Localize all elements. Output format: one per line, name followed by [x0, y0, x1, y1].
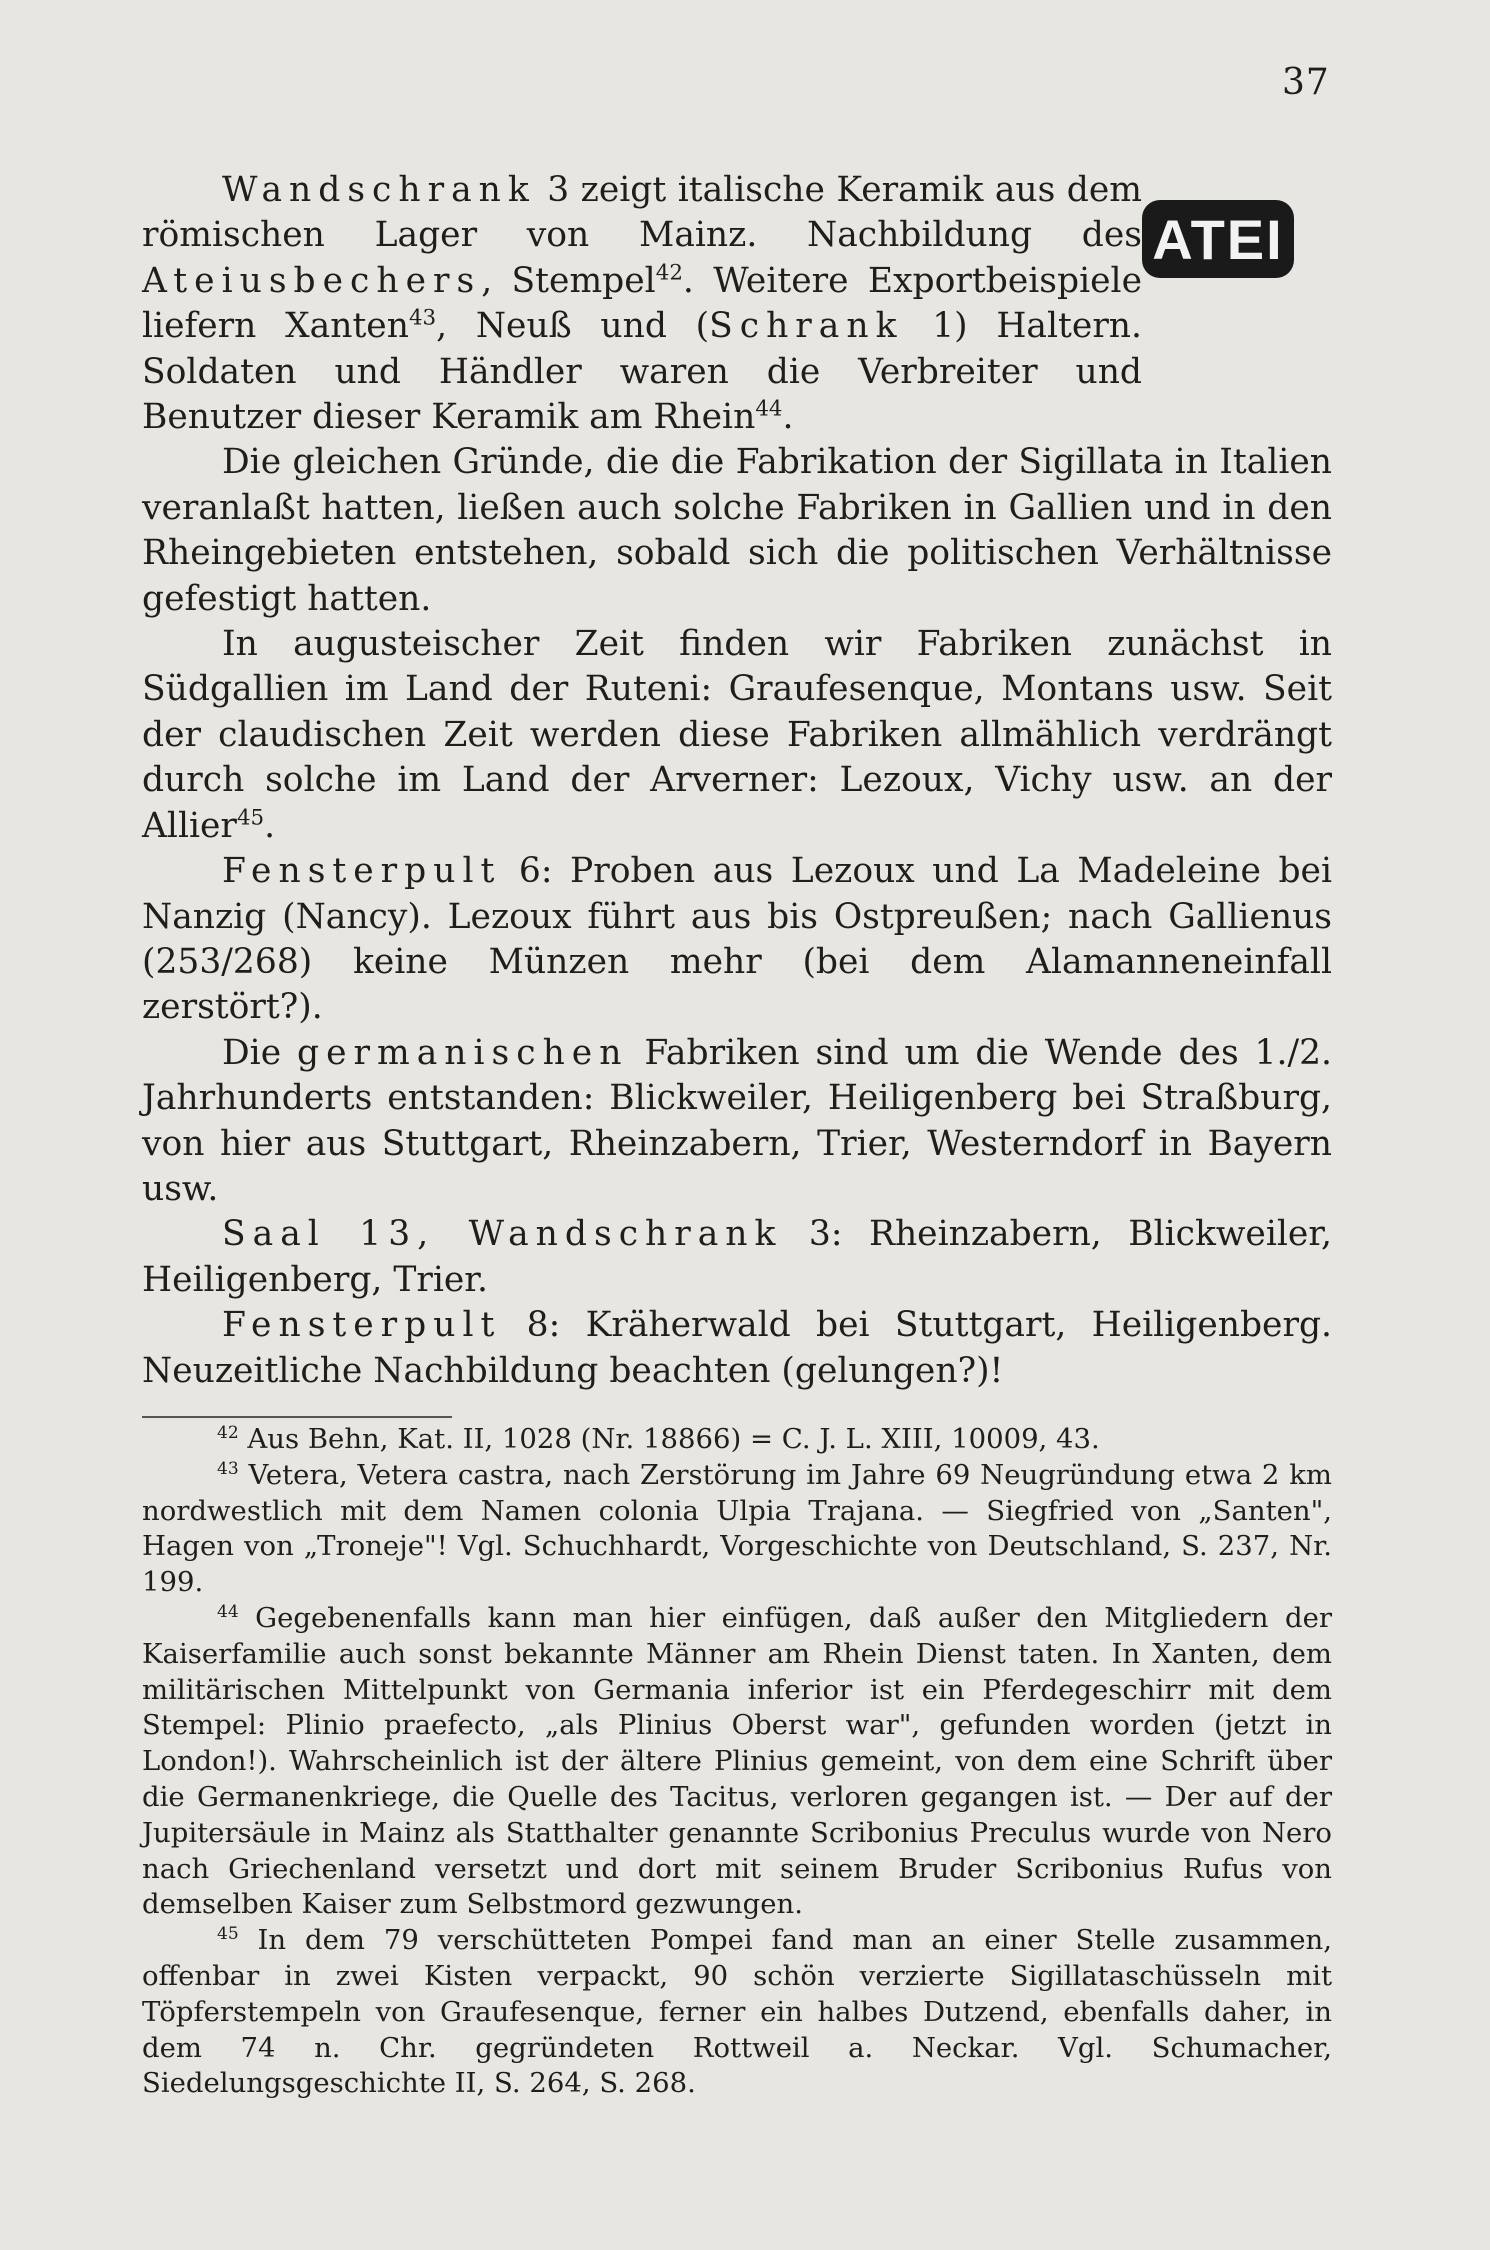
paragraph-gruende: Die gleichen Gründe, die die Fabrikation der Sigillata in Italien veranlaßt hatten, ließen auch solche Fabriken in Gallien und in den Rheingebieten entstehen, sobald sich die politischen Verhältnisse gefestigt hatten. [142, 442, 1332, 619]
footnote-ref-45: 45 [236, 805, 265, 831]
stamp-text: ATEI [1152, 207, 1284, 271]
page-number: 37 [1282, 62, 1330, 103]
emphasis-schrank: Schrank [709, 306, 904, 347]
footnote-text: In dem 79 verschütteten Pompei fand man an einer Stelle zusammen, offenbar in zwei Kisten verpackt, 90 schön verzierte Sigillataschüsseln mit Töpferstempeln von Graufesenque, ferner ein halbes Dutzend, ebenfalls daher, in dem 74 n. Chr. gegründeten Rottweil a. Neckar. Vgl. Schumacher, Siedelungsgeschichte II, S. 264, S. 268. [142, 1924, 1332, 2100]
emphasis-fensterpult: Fensterpult [222, 851, 502, 892]
footnote-43 [142, 1458, 1332, 1601]
emphasis-saal-wandschrank: Saal 13, Wandschrank [222, 1214, 783, 1255]
footnote-divider [142, 1416, 452, 1418]
text-run: . [782, 397, 794, 438]
main-text [142, 168, 1332, 1394]
paragraph-wandschrank [142, 168, 1332, 440]
footnote-ref-42: 42 [655, 260, 683, 286]
text-run: 3: Rheinzabern, Blickweiler, Heiligenberg, Trier. [142, 1214, 1333, 1300]
text-run: Fabriken sind um die Wende des 1./2. Jahrhunderts entstanden: Blickweiler, Heiligenberg bei Straßburg, von hier aus Stuttgart, Rheinzabern, Trier, Westerndorf in Bayern usw. [142, 1032, 1333, 1209]
text-run: 3 zeigt italische Keramik aus dem römischen Lager von Mainz. Nachbildung des [142, 170, 1142, 256]
emphasis-ateiusbechers: Ateiusbechers [142, 260, 482, 301]
text-run: . Weitere Exportbeispiele liefern Xanten [142, 260, 1142, 347]
text-run: Die [222, 1032, 298, 1073]
text-run: 8: Kräherwald bei Stuttgart, Heiligenberg. Neuzeitliche Nachbildung beachten (gelungen?)! [142, 1305, 1332, 1391]
footnote-45 [142, 1923, 1332, 2102]
text-run: 6: Proben aus Lezoux und La Madeleine bei Nanzig (Nancy). Lezoux führt aus bis Ostpreußen; nach Gallienus (253/268) keine Münzen mehr (bei dem Alamanneneinfall zerstört?). [142, 851, 1332, 1028]
footnote-42 [142, 1422, 1332, 1458]
emphasis-fensterpult: Fensterpult [222, 1305, 502, 1346]
footnote-text: Gegebenenfalls kann man hier einfügen, daß außer den Mitgliedern der Kaiserfamilie auch sonst bekannte Männer am Rhein Dienst taten. In Xanten, dem militärischen Mittelpunkt von Germania inferior ist ein Pferdegeschirr mit dem Stempel: Plinio praefecto, „als Plinius Oberst war", gefunden worden (jetzt in London!). Wahrscheinlich ist der ältere Plinius gemeint, von dem eine Schrift über die Germanenkriege, die Quelle des Tacitus, verloren gegangen ist. — Der auf der Jupitersäule in Mainz als Statthalter genannte Scribonius Preculus wurde von Nero nach Griechenland versetzt und dort mit seinem Bruder Scribonius Rufus von demselben Kaiser zum Selbstmord gezwungen. [142, 1601, 1332, 1921]
emphasis-wandschrank: Wandschrank [222, 170, 536, 210]
footnote-44 [142, 1601, 1332, 1923]
text-run: , Neuß und ( [436, 306, 710, 347]
footnote-ref-44: 44 [755, 396, 783, 422]
text-run: . [264, 805, 276, 846]
footnote-number: 43 [217, 1458, 239, 1479]
footnote-text: Aus Behn, Kat. II, 1028 (Nr. 18866) = C. J. L. XIII, 10009, 43. [238, 1423, 1100, 1455]
paragraph-fensterpult-6 [142, 849, 1332, 1031]
paragraph-augusteisch [142, 622, 1332, 849]
footnote-number: 42 [217, 1422, 239, 1443]
footnote-text: Vetera, Vetera castra, nach Zerstörung im Jahre 69 Neugründung etwa 2 km nordwestlich mit dem Namen colonia Ulpia Trajana. — Siegfried von „Santen", Hagen von „Troneje"! Vgl. Schuchhardt, Vorgeschichte von Deutschland, S. 237, Nr. 199. [142, 1458, 1332, 1599]
text-run: , Stempel [481, 260, 656, 301]
paragraph-saal-13 [142, 1212, 1332, 1303]
emphasis-germanischen: germanischen [297, 1032, 629, 1073]
paragraph-germanisch [142, 1031, 1332, 1213]
footnote-number: 44 [217, 1601, 239, 1622]
footnote-number: 45 [217, 1924, 239, 1944]
paragraph-fensterpult-8 [142, 1303, 1332, 1394]
footnotes [142, 1422, 1332, 2102]
text-run: 1) Haltern. Soldaten und Händler waren die Verbreiter und Benutzer dieser Keramik am Rhein [142, 306, 1142, 438]
text-run: In augusteischer Zeit finden wir Fabriken zunächst in Südgallien im Land der Ruteni: Graufesenque, Montans usw. Seit der claudischen Zeit werden diese Fabriken allmählich verdrängt durch solche im Land der Arverner: Lezoux, Vichy usw. an der Allier [142, 624, 1332, 846]
footnote-ref-43: 43 [408, 305, 437, 331]
